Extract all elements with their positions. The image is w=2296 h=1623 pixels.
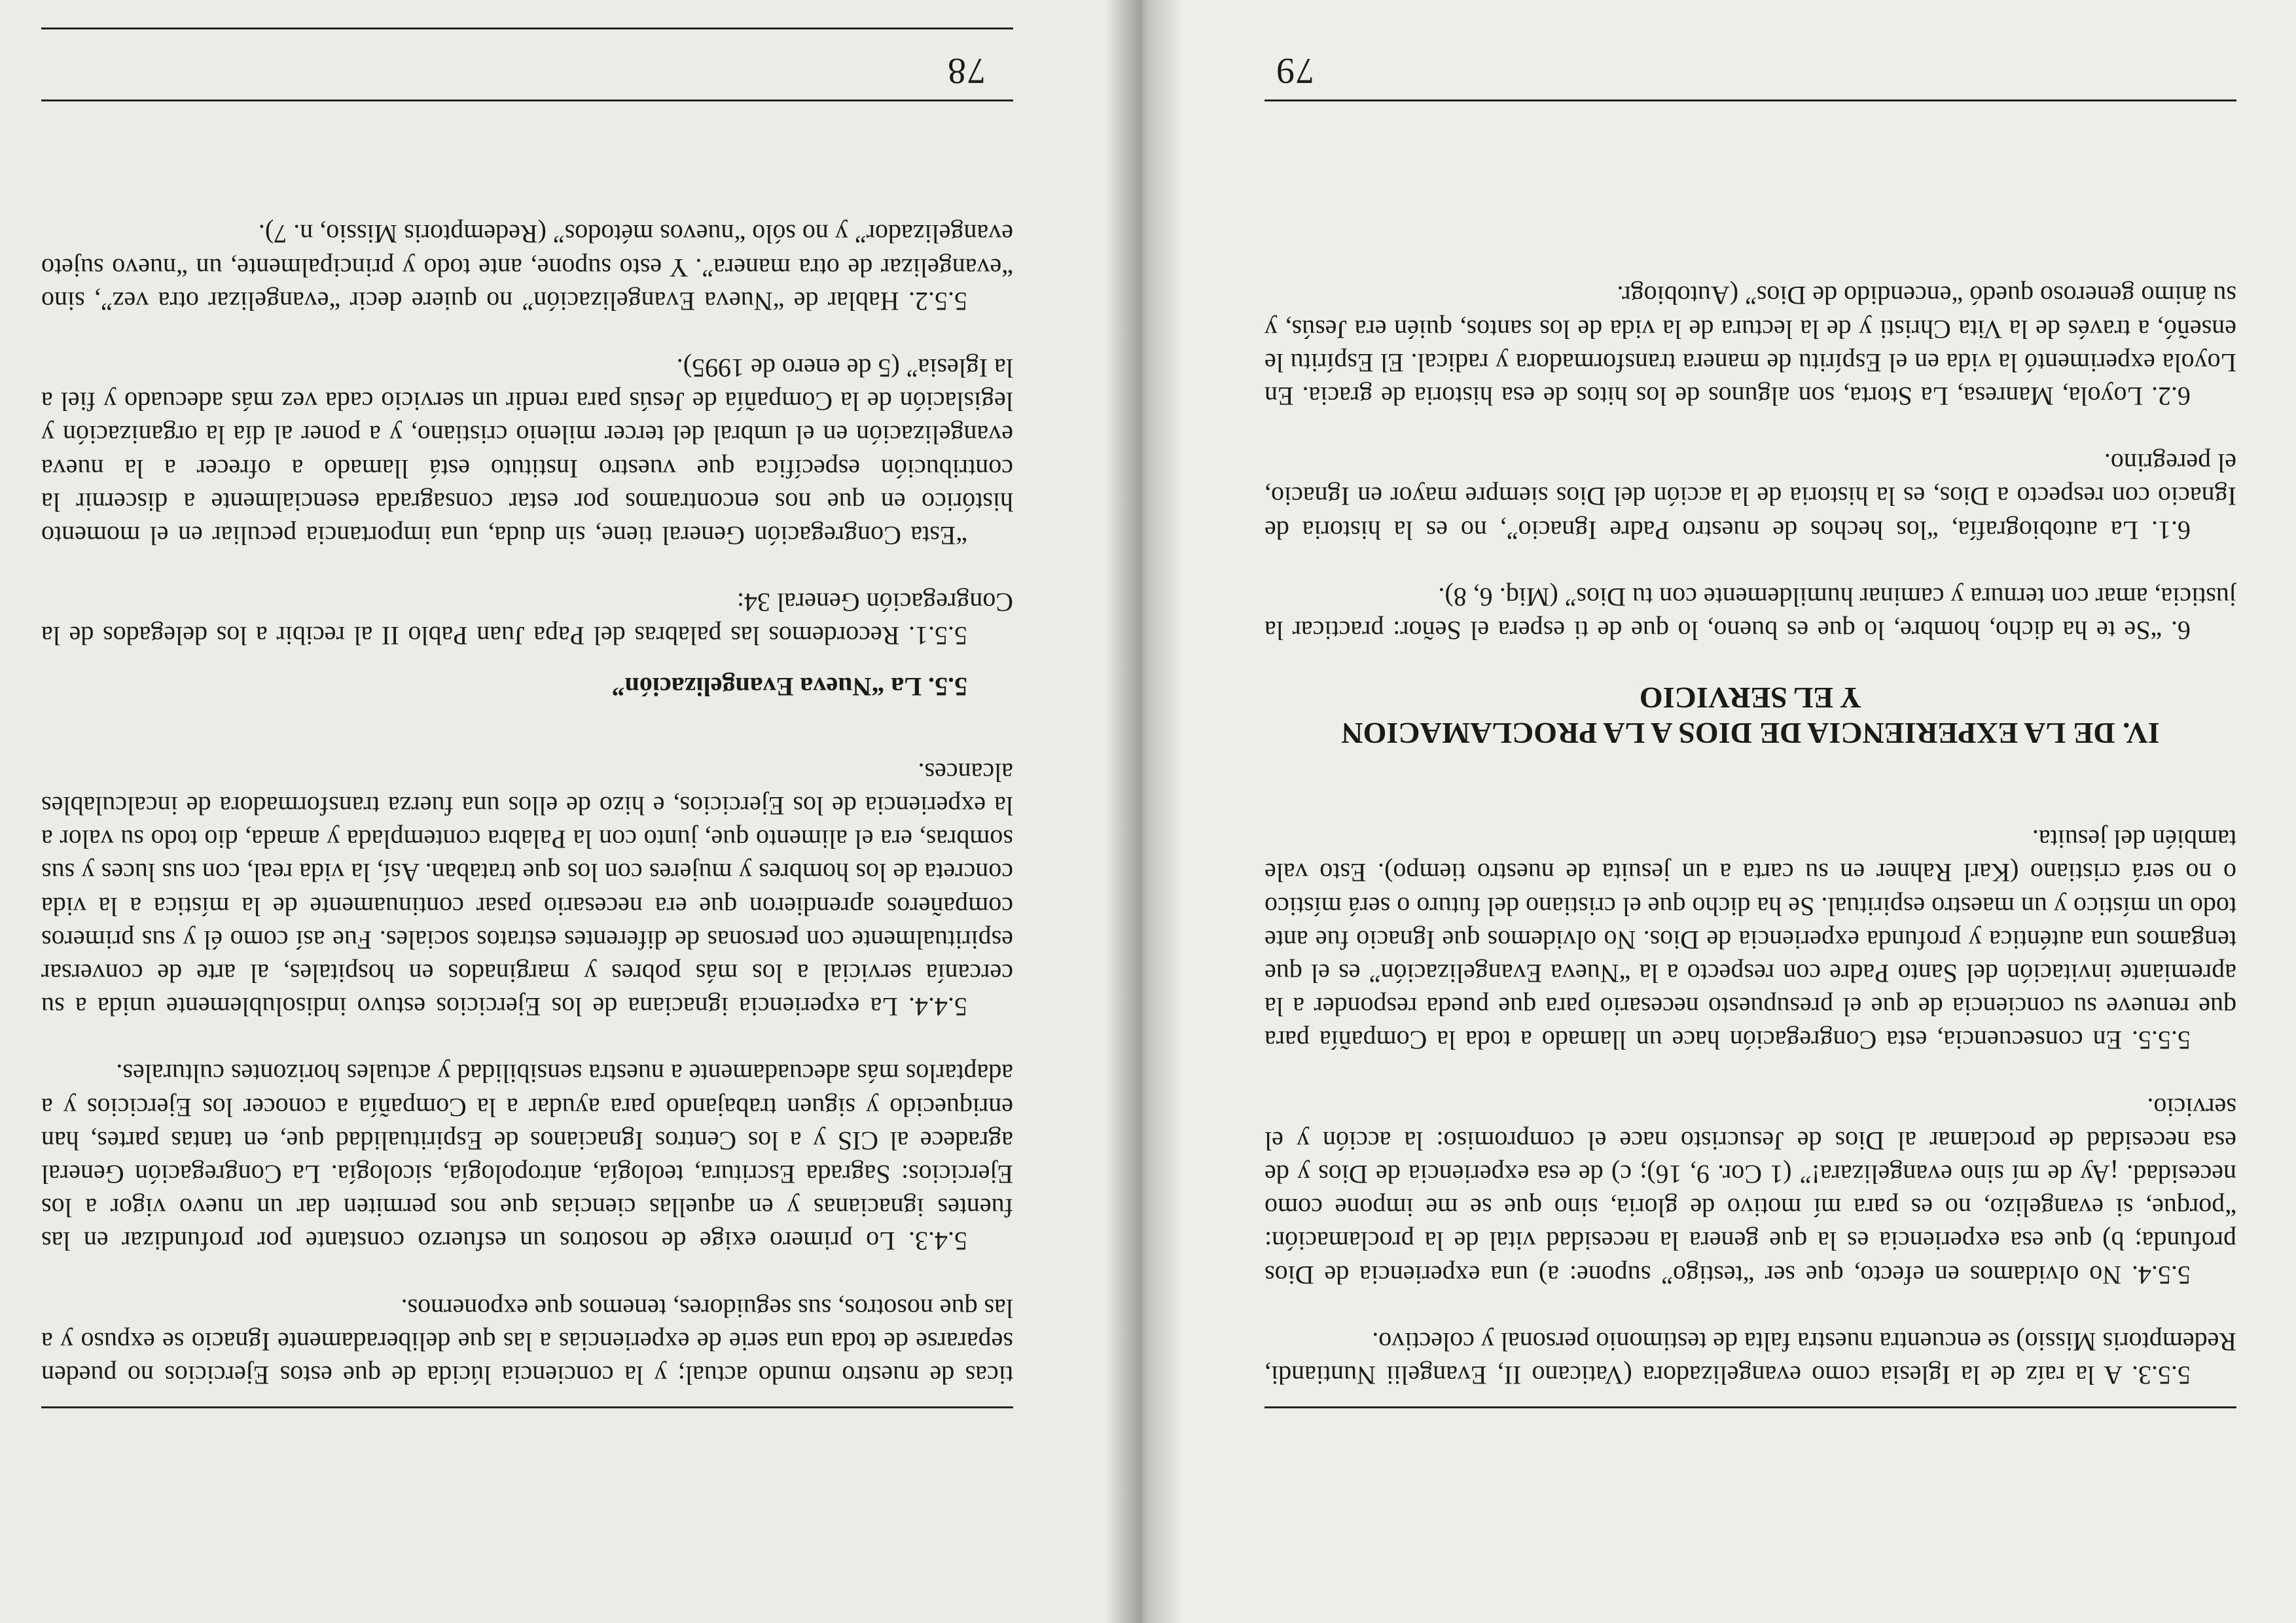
page-78 [0, 0, 1143, 1623]
paragraph-5-5-2: 5.5.2. Hablar de “Nueva Evangelización” no quiere decir “evangelizar otra vez”, sino “evangelizar de otra manera”. Y esto supone, ante todo y principalmente, un “nuevo sujeto evangelizador” y no sólo “nuevos métodos” (Redemptoris Missio, n. 7). [41, 219, 1013, 316]
page-78-body [41, 133, 1013, 1392]
paragraph-6-1: 6.1. La autobiografía, “los hechos de nuestro Padre Ignacio”, no es la historia de Ignacio con respecto a Dios, es la historia de la acción del Dios siempre mayor en Ignacio, el peregrino. [1265, 448, 2236, 545]
section-heading [1265, 680, 2236, 751]
paragraph-5-5-1: 5.5.1. Recordemos las palabras del Papa Juan Pablo II al recibir a los delegados de la Congregación General 34: [41, 588, 1013, 651]
paragraph-5-4-4: 5.4.4. La experiencia ignaciana de los Ejercicios estuvo indisolublemente unida a su cercanía servicial a los más pobres y marginados en hospitales, al arte de conversar espiritualmente con personas de diferentes estratos sociales. Fue así como él y sus primeros compañeros aprendieron que era necesario pasar continuamente de la mística a la vida concreta de los hombres y mujeres con los que trataban. Así, la vida real, con sus luces y sus sombras, era el alimento que, junto con la Palabra contemplada y amada, dio todo su valor a la experiencia de los Ejercicios, e hizo de ellos una fuerza transformadora de incalculables alcances. [41, 757, 1013, 1022]
page-number: 79 [1275, 50, 1314, 91]
page-number: 78 [946, 50, 986, 91]
footer-rule [41, 1406, 1013, 1408]
header-rule [1265, 99, 2236, 101]
header-rule-top [41, 27, 1013, 29]
page-79-body [1265, 133, 2236, 1392]
paragraph-continued: ticas de nuestro mundo actual; y la conciencia lúcida de que estos Ejercicios no pueden separarse de toda una serie de experiencias a las que deliberadamente Ignacio se expuso y a las que nosotros, sus seguidores, tenemos que exponernos. [41, 1293, 1013, 1390]
paragraph-6: 6. “Se te ha dicho, hombre, lo que es bueno, lo que de ti espera el Señor: practicar la justicia, amar con ternura y caminar humildemente con tu Dios” (Miq. 6, 8). [1265, 582, 2236, 645]
book-gutter-shadow [1105, 0, 1183, 1623]
quote-paragraph: “Esta Congregación General tiene, sin duda, una importancia peculiar en el momento histórico en que nos encontramos por estar consagrada esencialmente a discernir la contribución específica que vuestro Instituto está llamado a ofrecer a la nueva evangelización en el umbral del tercer milenio cristiano, y a poner al día la organización y legislación de la Compañía de Jesús para rendir un servicio cada vez más adecuado y fiel a la Iglesia” (5 de enero de 1995). [41, 353, 1013, 550]
paragraph-5-4-3: 5.4.3. Lo primero exige de nosotros un esfuerzo constante por profundizar en las fuentes ignacianas y en aquellas ciencias que nos permiten dar un nuevo vigor a los Ejercicios: Sagrada Escritura, teología, antropología, sicología. La Congregación General agradece al CIS y a los Centros Ignacianos de Espiritualidad que, en tantas partes, han enriquecido y siguen trabajando para ayudar a la Compañía a conocer los Ejercicios y a adaptarlos más adecuadamente a nuestra sensibilidad y actuales horizontes culturales. [41, 1059, 1013, 1257]
paragraph-5-5-4: 5.5.4. No olvidamos en efecto, que ser “testigo” supone: a) una experiencia de Dios profunda; b) que esa experiencia es la que genera la necesidad vital de la proclamación: “porque, si evangelizo, no es para mí motivo de gloria, sino que se me impone como necesidad. ¡Ay de mí sino evangelizara!” (1 Cor. 9, 16); c) de esa experiencia de Dios y de esa necesidad de proclamar al Dios de Jesucristo nace el compromiso: la acción y el servicio. [1265, 1092, 2236, 1290]
page-79 [1143, 0, 2296, 1623]
section-heading-line-2: Y EL SERVICIO [1639, 681, 1862, 715]
section-heading-line-1: IV. DE LA EXPERIENCIA DE DIOS A LA PROCLAMACION [1341, 716, 2160, 750]
paragraph-5-5-5: 5.5.5. En consecuencia, esta Congregación hace un llamado a toda la Compañía para que renueve su conciencia de que el presupuesto necesario para que pueda responder a la apremiante invitación del Santo Padre con respecto a la “Nueva Evangelización” es el que tengamos una auténtica y profunda experiencia de Dios. No olvidemos que Ignacio fue ante todo un místico y un maestro espiritual. Se ha dicho que el cristiano del futuro o será místico o no será cristiano (Karl Rahner en su carta a un jesuita de nuestro tiempo). Esto vale también del jesuita. [1265, 825, 2236, 1056]
paragraph-6-2: 6.2. Loyola, Manresa, La Storta, son algunos de los hitos de esa historia de gracia. En Loyola experimentó la vida en el Espíritu de manera transformadora y radical. El Espíritu le enseñó, a través de la Vita Christi y de la lectura de la vida de los santos, quién era Jesús, y su ánimo generoso quedó “encendido de Dios” (Autobiogr. [1265, 281, 2236, 411]
subsection-heading: 5.5. La “Nueva Evangelización” [611, 671, 967, 702]
header-rule [41, 99, 1013, 101]
paragraph-5-5-3: 5.5.3. A la raíz de la Iglesia como evangelizadora (Vaticano II, Evangelii Nuntiandi, Redemptoris Missio) se encuentra nuestra falta de testimonio personal y colectivo. [1265, 1327, 2236, 1390]
header-rule-top [1265, 1406, 2236, 1408]
